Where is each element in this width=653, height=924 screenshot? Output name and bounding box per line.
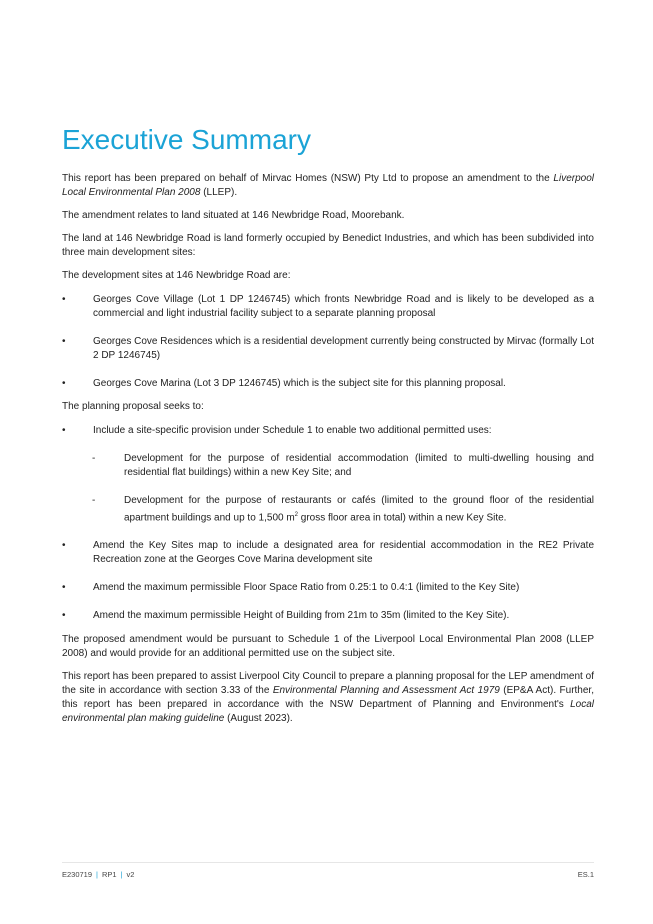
bullet-mark: •	[62, 610, 66, 622]
assist-paragraph	[62, 670, 594, 726]
dash-mark: -	[92, 495, 96, 506]
sub-text: Development for the purpose of restaurants or cafés (limited to the ground floor of the residential apartment buildings and up to 1,500 m	[124, 495, 594, 524]
body-content	[62, 172, 594, 735]
version: v2	[126, 870, 135, 879]
proposal-text: Amend the maximum permissible Height of Building from 21m to 35m (limited to the Key Site).	[93, 610, 510, 622]
intro-text-end: (LLEP).	[200, 187, 238, 198]
proposal-text: Amend the Key Sites map to include a designated area for residential accommodation in the RE2 Private Recreation zone at the Georges Cove Marina development site	[93, 540, 594, 566]
list-item	[62, 609, 594, 623]
footer-separator: |	[96, 870, 98, 879]
dash-mark: -	[92, 453, 96, 464]
page-title: Executive Summary	[62, 124, 311, 155]
page-number: ES.1	[577, 870, 594, 879]
proposal-intro: The planning proposal seeks to:	[62, 401, 204, 412]
site-text: Georges Cove Residences which is a residential development currently being constructed by Mirvac (formally Lot 2 DP 1246745)	[93, 336, 594, 361]
superscript: 2	[294, 512, 299, 518]
llep-title: Liverpool Local Environmental Plan 2008	[62, 173, 594, 198]
doc-number: E230719	[62, 870, 93, 879]
list-item	[62, 424, 594, 438]
bullet-mark: •	[62, 294, 66, 305]
sub-text: Development for the purpose of residential accommodation (limited to multi-dwelling housing and residential flat buildings) within a new Key Site; and	[124, 453, 594, 478]
intro-text: This report has been prepared on behalf of Mirvac Homes (NSW) Pty Ltd to propose an amendment to the	[62, 173, 554, 184]
footer-reference	[62, 870, 134, 879]
sub-list-item	[62, 494, 594, 525]
list-item	[62, 377, 594, 391]
bullet-mark: •	[62, 378, 66, 389]
history-paragraph: The land at 146 Newbridge Road is land formerly occupied by Benedict Industries, and which has been subdivided into three main development sites:	[62, 233, 594, 258]
list-item	[62, 335, 594, 363]
assist-text-mid: (EP&A Act). Further, this report has been prepared in accordance with the NSW Department of Planning and Environment's	[62, 685, 594, 711]
assist-text: This report has been prepared to assist Liverpool City Council to prepare a planning proposal for the LEP amendment of the site in accordance with section 3.33 of the	[62, 671, 594, 697]
act-title: Environmental Planning and Assessment Act 1979	[272, 685, 500, 697]
bullet-mark: •	[62, 540, 66, 552]
proposal-text: Include a site-specific provision under Schedule 1 to enable two additional permitted uses:	[93, 425, 492, 436]
list-item	[62, 581, 594, 595]
site-text: Georges Cove Marina (Lot 3 DP 1246745) which is the subject site for this planning proposal.	[93, 378, 506, 389]
sub-text-end: gross floor area in total) within a new Key Site.	[298, 512, 507, 524]
sub-list-item	[62, 452, 594, 480]
amendment-paragraph: The proposed amendment would be pursuant to Schedule 1 of the Liverpool Local Environmental Plan 2008 (LLEP 2008) and would provide for an additional permitted use on the subject site.	[62, 634, 594, 660]
bullet-mark: •	[62, 336, 66, 347]
footer-separator: |	[120, 870, 123, 879]
bullet-mark: •	[62, 425, 66, 436]
report-code: RP1	[101, 870, 117, 879]
intro-paragraph	[62, 172, 594, 200]
guideline-title: Local environmental plan making guideline	[62, 699, 594, 725]
page-footer	[62, 870, 594, 879]
sites-intro: The development sites at 146 Newbridge Road are:	[62, 270, 291, 281]
bullet-mark: •	[62, 582, 66, 594]
land-paragraph: The amendment relates to land situated at 146 Newbridge Road, Moorebank.	[62, 210, 405, 221]
list-item	[62, 293, 594, 321]
site-text: Georges Cove Village (Lot 1 DP 1246745) which fronts Newbridge Road and is likely to be developed as a commercial and light industrial facility subject to a separate planning proposal	[93, 294, 594, 319]
list-item	[62, 539, 594, 567]
footer-divider	[62, 862, 594, 863]
assist-text-end: (August 2023).	[224, 713, 293, 725]
proposal-text: Amend the maximum permissible Floor Space Ratio from 0.25:1 to 0.4:1 (limited to the Key Site)	[93, 582, 520, 594]
